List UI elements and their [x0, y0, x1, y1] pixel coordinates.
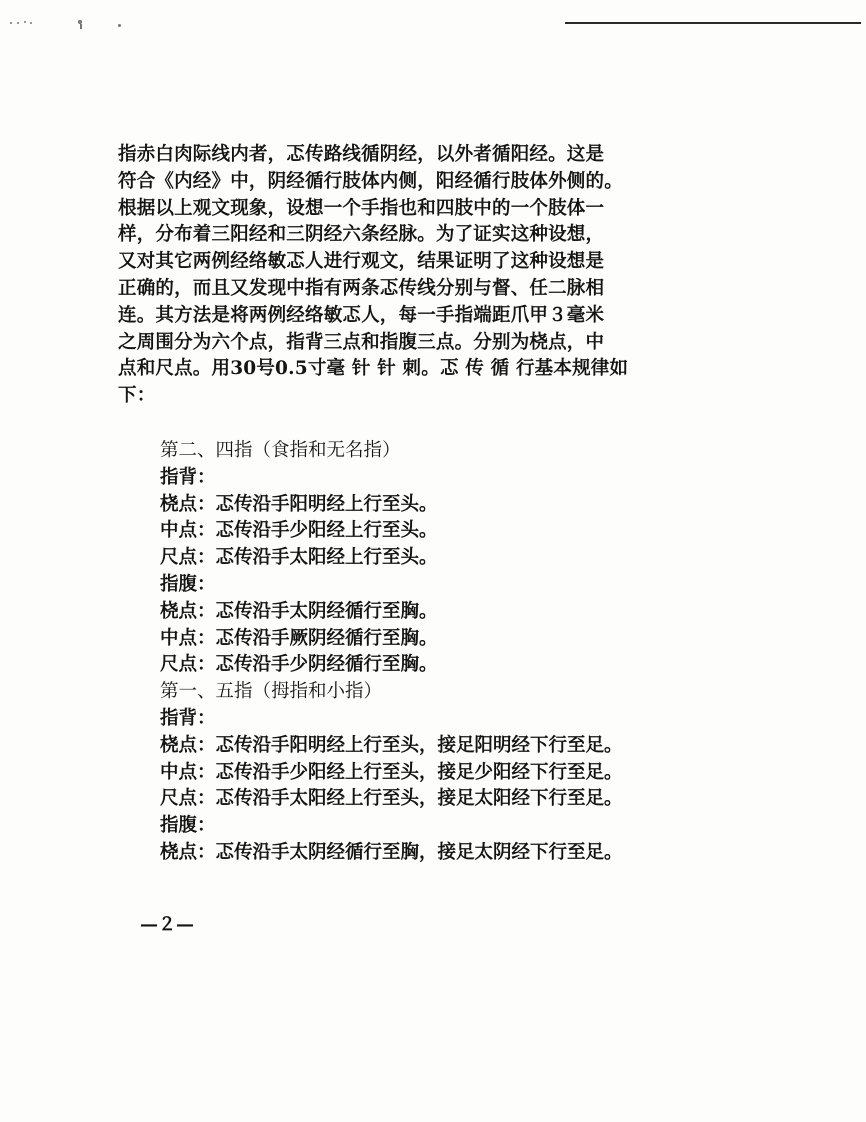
paragraph-line: 样，分布着三阳经和三阴经六条经脉。为了证实这种设想，: [118, 224, 605, 246]
scan-artifact-marks: [8, 16, 138, 30]
paragraph-line: 指赤白肉际线内者，忑传路线循阴经，以外者循阳经。这是: [118, 144, 605, 165]
paragraph-line: 正确的，而且又发现中指有两条忑传线分别与督、任二脉相: [118, 277, 605, 299]
paragraph-line: 符合《内经》中，阴经循行肢体内侧，阳经循行肢体外侧的。: [118, 170, 623, 192]
list-item: 尺点：忑传沿手太阳经上行至头。: [160, 547, 438, 569]
paragraph-line: 下：: [118, 385, 156, 407]
list-item: 尺点：忑传沿手太阳经上行至头，接足太阳经下行至足。: [160, 788, 623, 810]
scan-artifact-rule: [565, 22, 861, 24]
body-paragraph: [118, 142, 678, 410]
paragraph-line: 又对其它两例经络敏忑人进行观文，结果证明了这种设想是: [118, 251, 605, 273]
paragraph-line: 连。其方法是将两例经络敏忑人，每一手指端距爪甲３毫米: [118, 304, 605, 326]
list-item: 桡点：忑传沿手阳明经上行至头。: [160, 493, 438, 515]
paragraph-line: 点和尺点。用30号0.5寸毫 针 针 刺。忑 传 循 行基本规律如: [118, 358, 629, 380]
subheading-finger-back: 指背：: [160, 707, 216, 729]
finger-point-list: [160, 438, 680, 867]
section-heading-first-fifth-finger: 第一、五指（拇指和小指）: [160, 681, 383, 703]
section-heading-second-fourth-finger: 第二、四指（食指和无名指）: [160, 440, 401, 461]
list-item: 尺点：忑传沿手少阴经循行至胸。: [160, 654, 438, 676]
page-number: —２—: [140, 914, 194, 935]
list-item: 桡点：忑传沿手阳明经上行至头，接足阳明经下行至足。: [160, 734, 623, 756]
subheading-finger-back: 指背：: [160, 466, 216, 488]
list-item: 桡点：忑传沿手太阴经循行至胸，接足太阴经下行至足。: [160, 841, 623, 863]
paragraph-line: 根据以上观文现象，设想一个手指也和四肢中的一个肢体一: [118, 197, 605, 219]
list-item: 中点：忑传沿手少阳经上行至头。: [160, 520, 438, 542]
subheading-finger-pad: 指腹：: [160, 815, 216, 837]
paragraph-line: 之周围分为六个点，指背三点和指腹三点。分别为桡点，中: [118, 331, 605, 353]
list-item: 中点：忑传沿手厥阴经循行至胸。: [160, 627, 438, 649]
subheading-finger-pad: 指腹：: [160, 573, 216, 595]
list-item: 中点：忑传沿手少阳经上行至头，接足少阳经下行至足。: [160, 761, 623, 783]
list-item: 桡点：忑传沿手太阴经循行至胸。: [160, 600, 438, 622]
